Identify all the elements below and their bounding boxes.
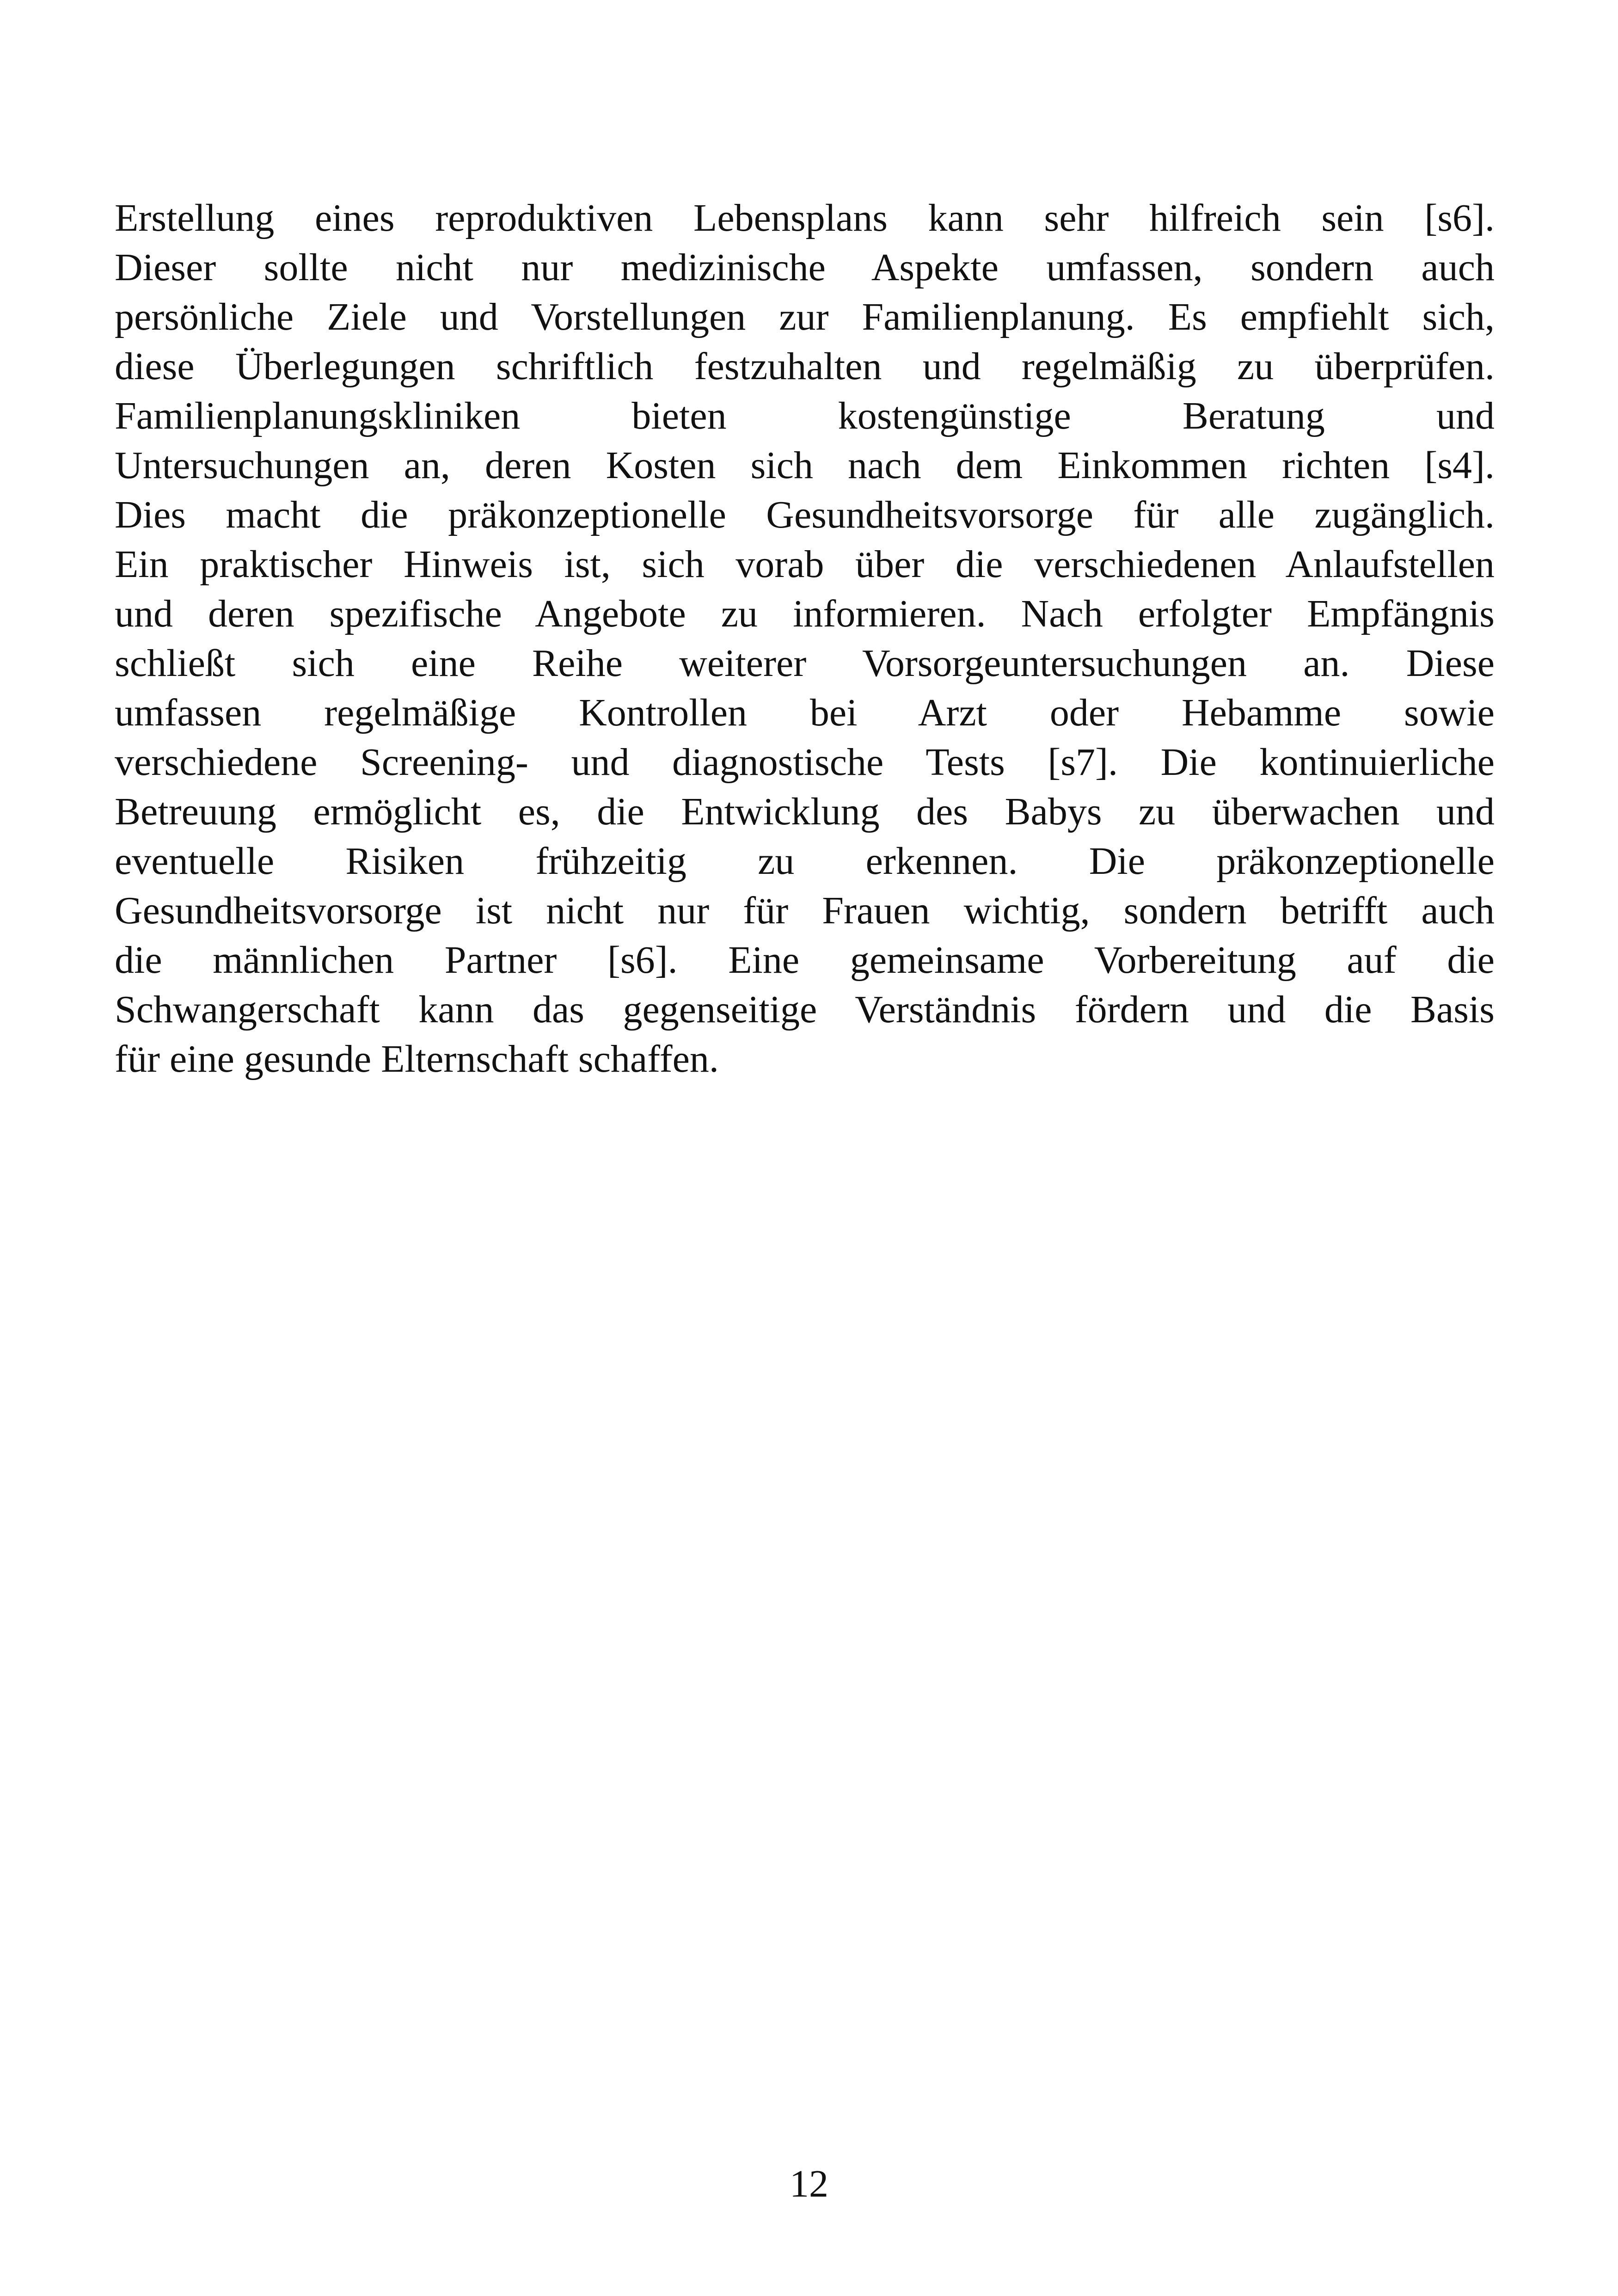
text-line: umfassen regelmäßige Kontrollen bei Arzt oder Hebamme sowie: [115, 691, 1495, 734]
text-line: Erstellung eines reproduktiven Lebensplans kann sehr hilfreich sein [s6].: [115, 196, 1495, 239]
body-paragraph: [115, 193, 1495, 1084]
text-line: persönliche Ziele und Vorstellungen zur Familienplanung. Es empfiehlt sich,: [115, 295, 1495, 338]
text-line: verschiedene Screening- und diagnostische Tests [s7]. Die kontinuierliche: [115, 741, 1495, 784]
page-number: 12: [790, 2162, 828, 2205]
text-line: Dies macht die präkonzeptionelle Gesundheitsvorsorge für alle zugänglich.: [115, 493, 1495, 536]
text-line: Ein praktischer Hinweis ist, sich vorab über die verschiedenen Anlaufstellen: [115, 543, 1495, 586]
text-line: diese Überlegungen schriftlich festzuhalten und regelmäßig zu überprüfen.: [115, 345, 1495, 388]
text-line: die männlichen Partner [s6]. Eine gemeinsame Vorbereitung auf die: [115, 939, 1495, 982]
text-line: schließt sich eine Reihe weiterer Vorsorgeuntersuchungen an. Diese: [115, 642, 1495, 685]
text-line: Dieser sollte nicht nur medizinische Aspekte umfassen, sondern auch: [115, 246, 1495, 289]
text-line: Gesundheitsvorsorge ist nicht nur für Frauen wichtig, sondern betrifft auch: [115, 889, 1495, 932]
text-line: Untersuchungen an, deren Kosten sich nach dem Einkommen richten [s4].: [115, 444, 1495, 487]
text-line: Familienplanungskliniken bieten kostengünstige Beratung und: [115, 394, 1495, 437]
text-line: und deren spezifische Angebote zu informieren. Nach erfolgter Empfängnis: [115, 592, 1495, 635]
text-line: eventuelle Risiken frühzeitig zu erkennen. Die präkonzeptionelle: [115, 840, 1495, 883]
text-line: Schwangerschaft kann das gegenseitige Verständnis fördern und die Basis: [115, 988, 1495, 1031]
text-line: für eine gesunde Elternschaft schaffen.: [115, 1037, 719, 1080]
text-line: Betreuung ermöglicht es, die Entwicklung des Babys zu überwachen und: [115, 790, 1495, 833]
